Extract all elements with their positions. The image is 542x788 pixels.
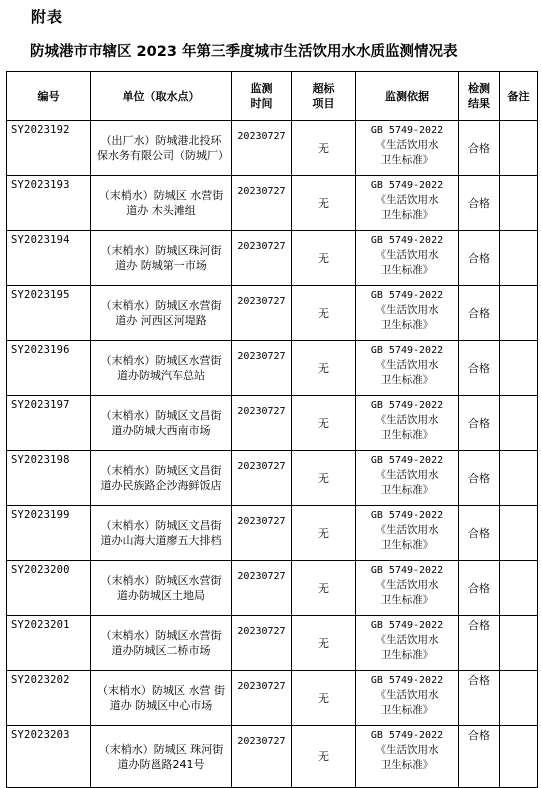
row-unit: （末梢水）防城区水营街道办防城区二桥市场	[91, 616, 232, 671]
basis-standard: GB 5749-2022	[370, 125, 444, 136]
row-note	[500, 671, 538, 726]
header-result-line1: 检测	[468, 82, 490, 95]
basis-line2: 卫生标准》	[380, 209, 434, 221]
row-basis	[356, 726, 459, 788]
basis-standard: GB 5749-2022	[370, 455, 444, 466]
row-code: SY2023198	[7, 451, 91, 506]
row-unit: （出厂水）防城港北投环保水务有限公司（防城厂）	[91, 121, 232, 176]
row-result: 合格	[459, 561, 500, 616]
table-row	[7, 121, 538, 176]
row-basis	[356, 671, 459, 726]
row-date: 20230727	[232, 506, 292, 561]
row-unit: （末梢水）防城区 珠河街道办防邕路241号	[91, 726, 232, 788]
header-unit: 单位（取水点）	[91, 72, 232, 121]
row-code: SY2023202	[7, 671, 91, 726]
row-unit: （末梢水）防城区珠河街道办 防城第一市场	[91, 231, 232, 286]
basis-line1: 《生活饮用水	[375, 139, 439, 151]
table-row	[7, 341, 538, 396]
row-date: 20230727	[232, 231, 292, 286]
row-unit: （末梢水）防城区 水营街道办 木头滩组	[91, 176, 232, 231]
basis-line2: 卫生标准》	[380, 484, 434, 496]
row-unit: （末梢水）防城区文昌街道办民族路企沙海鲜饭店	[91, 451, 232, 506]
row-result: 合格	[459, 121, 500, 176]
table-row	[7, 726, 538, 788]
row-date: 20230727	[232, 451, 292, 506]
row-basis	[356, 341, 459, 396]
header-exceed	[292, 72, 356, 121]
header-note: 备注	[500, 72, 538, 121]
row-date: 20230727	[232, 616, 292, 671]
row-basis	[356, 176, 459, 231]
row-date: 20230727	[232, 176, 292, 231]
row-note	[500, 451, 538, 506]
basis-line2: 卫生标准》	[380, 429, 434, 441]
row-exceed: 无	[292, 616, 356, 671]
row-code: SY2023201	[7, 616, 91, 671]
row-note	[500, 231, 538, 286]
basis-line1: 《生活饮用水	[375, 414, 439, 426]
basis-standard: GB 5749-2022	[370, 290, 444, 301]
basis-line2: 卫生标准》	[380, 264, 434, 276]
row-date: 20230727	[232, 561, 292, 616]
row-result: 合格	[459, 726, 500, 788]
row-basis	[356, 121, 459, 176]
row-basis	[356, 561, 459, 616]
table-row	[7, 506, 538, 561]
row-exceed: 无	[292, 341, 356, 396]
basis-line1: 《生活饮用水	[375, 689, 439, 701]
row-exceed: 无	[292, 451, 356, 506]
row-result: 合格	[459, 286, 500, 341]
row-exceed: 无	[292, 286, 356, 341]
row-code: SY2023203	[7, 726, 91, 788]
row-result: 合格	[459, 396, 500, 451]
row-note	[500, 286, 538, 341]
row-unit: （末梢水）防城区水营街道办防城汽车总站	[91, 341, 232, 396]
row-date: 20230727	[232, 396, 292, 451]
basis-line1: 《生活饮用水	[375, 579, 439, 591]
basis-line1: 《生活饮用水	[375, 249, 439, 261]
row-date: 20230727	[232, 726, 292, 788]
basis-standard: GB 5749-2022	[370, 235, 444, 246]
basis-standard: GB 5749-2022	[370, 730, 444, 741]
table-row	[7, 616, 538, 671]
row-date: 20230727	[232, 341, 292, 396]
row-unit: （末梢水）防城区 水营 街道办 防城区中心市场	[91, 671, 232, 726]
row-basis	[356, 506, 459, 561]
row-date: 20230727	[232, 121, 292, 176]
basis-line1: 《生活饮用水	[375, 469, 439, 481]
header-row	[7, 72, 538, 121]
row-code: SY2023197	[7, 396, 91, 451]
row-note	[500, 561, 538, 616]
row-date: 20230727	[232, 286, 292, 341]
row-exceed: 无	[292, 726, 356, 788]
row-unit: （末梢水）防城区文昌街道办防城大西南市场	[91, 396, 232, 451]
basis-line1: 《生活饮用水	[375, 194, 439, 206]
row-basis	[356, 616, 459, 671]
table-row	[7, 561, 538, 616]
header-exceed-line1: 超标	[312, 82, 335, 95]
header-code: 编号	[7, 72, 91, 121]
table-row	[7, 176, 538, 231]
table-row	[7, 396, 538, 451]
water-quality-table	[6, 71, 538, 788]
row-result: 合格	[459, 671, 500, 726]
basis-standard: GB 5749-2022	[370, 675, 444, 686]
basis-line1: 《生活饮用水	[375, 634, 439, 646]
row-code: SY2023196	[7, 341, 91, 396]
row-exceed: 无	[292, 396, 356, 451]
row-unit: （末梢水）防城区水营街道办防城区土地局	[91, 561, 232, 616]
row-note	[500, 726, 538, 788]
basis-line2: 卫生标准》	[380, 594, 434, 606]
row-note	[500, 396, 538, 451]
row-code: SY2023192	[7, 121, 91, 176]
row-exceed: 无	[292, 671, 356, 726]
basis-standard: GB 5749-2022	[370, 400, 444, 411]
basis-line1: 《生活饮用水	[375, 744, 439, 756]
appendix-label: 附表	[31, 8, 64, 26]
row-basis	[356, 286, 459, 341]
basis-line2: 卫生标准》	[380, 649, 434, 661]
header-time-line1: 监测	[250, 82, 273, 95]
header-time-line2: 时间	[250, 97, 273, 110]
row-result: 合格	[459, 176, 500, 231]
row-note	[500, 176, 538, 231]
row-code: SY2023195	[7, 286, 91, 341]
basis-line2: 卫生标准》	[380, 539, 434, 551]
basis-line1: 《生活饮用水	[375, 359, 439, 371]
row-note	[500, 616, 538, 671]
row-exceed: 无	[292, 121, 356, 176]
row-result: 合格	[459, 341, 500, 396]
table-row	[7, 286, 538, 341]
row-date: 20230727	[232, 671, 292, 726]
row-basis	[356, 396, 459, 451]
row-note	[500, 121, 538, 176]
basis-standard: GB 5749-2022	[370, 345, 444, 356]
document-title: 防城港市市辖区 2023 年第三季度城市生活饮用水水质监测情况表	[30, 44, 458, 60]
basis-line2: 卫生标准》	[380, 154, 434, 166]
header-result-line2: 结果	[468, 97, 490, 110]
row-code: SY2023193	[7, 176, 91, 231]
header-exceed-line2: 项目	[312, 97, 335, 110]
row-result: 合格	[459, 451, 500, 506]
basis-standard: GB 5749-2022	[370, 565, 444, 576]
row-note	[500, 341, 538, 396]
basis-line2: 卫生标准》	[380, 759, 434, 771]
basis-line1: 《生活饮用水	[375, 304, 439, 316]
row-code: SY2023194	[7, 231, 91, 286]
basis-standard: GB 5749-2022	[370, 620, 444, 631]
basis-line2: 卫生标准》	[380, 704, 434, 716]
row-basis	[356, 451, 459, 506]
row-result: 合格	[459, 231, 500, 286]
row-result: 合格	[459, 506, 500, 561]
basis-standard: GB 5749-2022	[370, 510, 444, 521]
header-time	[232, 72, 292, 121]
basis-line2: 卫生标准》	[380, 374, 434, 386]
row-basis	[356, 231, 459, 286]
basis-standard: GB 5749-2022	[370, 180, 444, 191]
table-row	[7, 231, 538, 286]
row-unit: （末梢水）防城区水营街道办 河西区河堤路	[91, 286, 232, 341]
row-result: 合格	[459, 616, 500, 671]
row-note	[500, 506, 538, 561]
row-unit: （末梢水）防城区文昌街道办山海大道廖五大排档	[91, 506, 232, 561]
basis-line1: 《生活饮用水	[375, 524, 439, 536]
row-code: SY2023200	[7, 561, 91, 616]
basis-line2: 卫生标准》	[380, 319, 434, 331]
row-exceed: 无	[292, 231, 356, 286]
row-exceed: 无	[292, 176, 356, 231]
row-exceed: 无	[292, 561, 356, 616]
row-exceed: 无	[292, 506, 356, 561]
table-row	[7, 451, 538, 506]
header-result	[459, 72, 500, 121]
table-row	[7, 671, 538, 726]
row-code: SY2023199	[7, 506, 91, 561]
header-basis: 监测依据	[356, 72, 459, 121]
